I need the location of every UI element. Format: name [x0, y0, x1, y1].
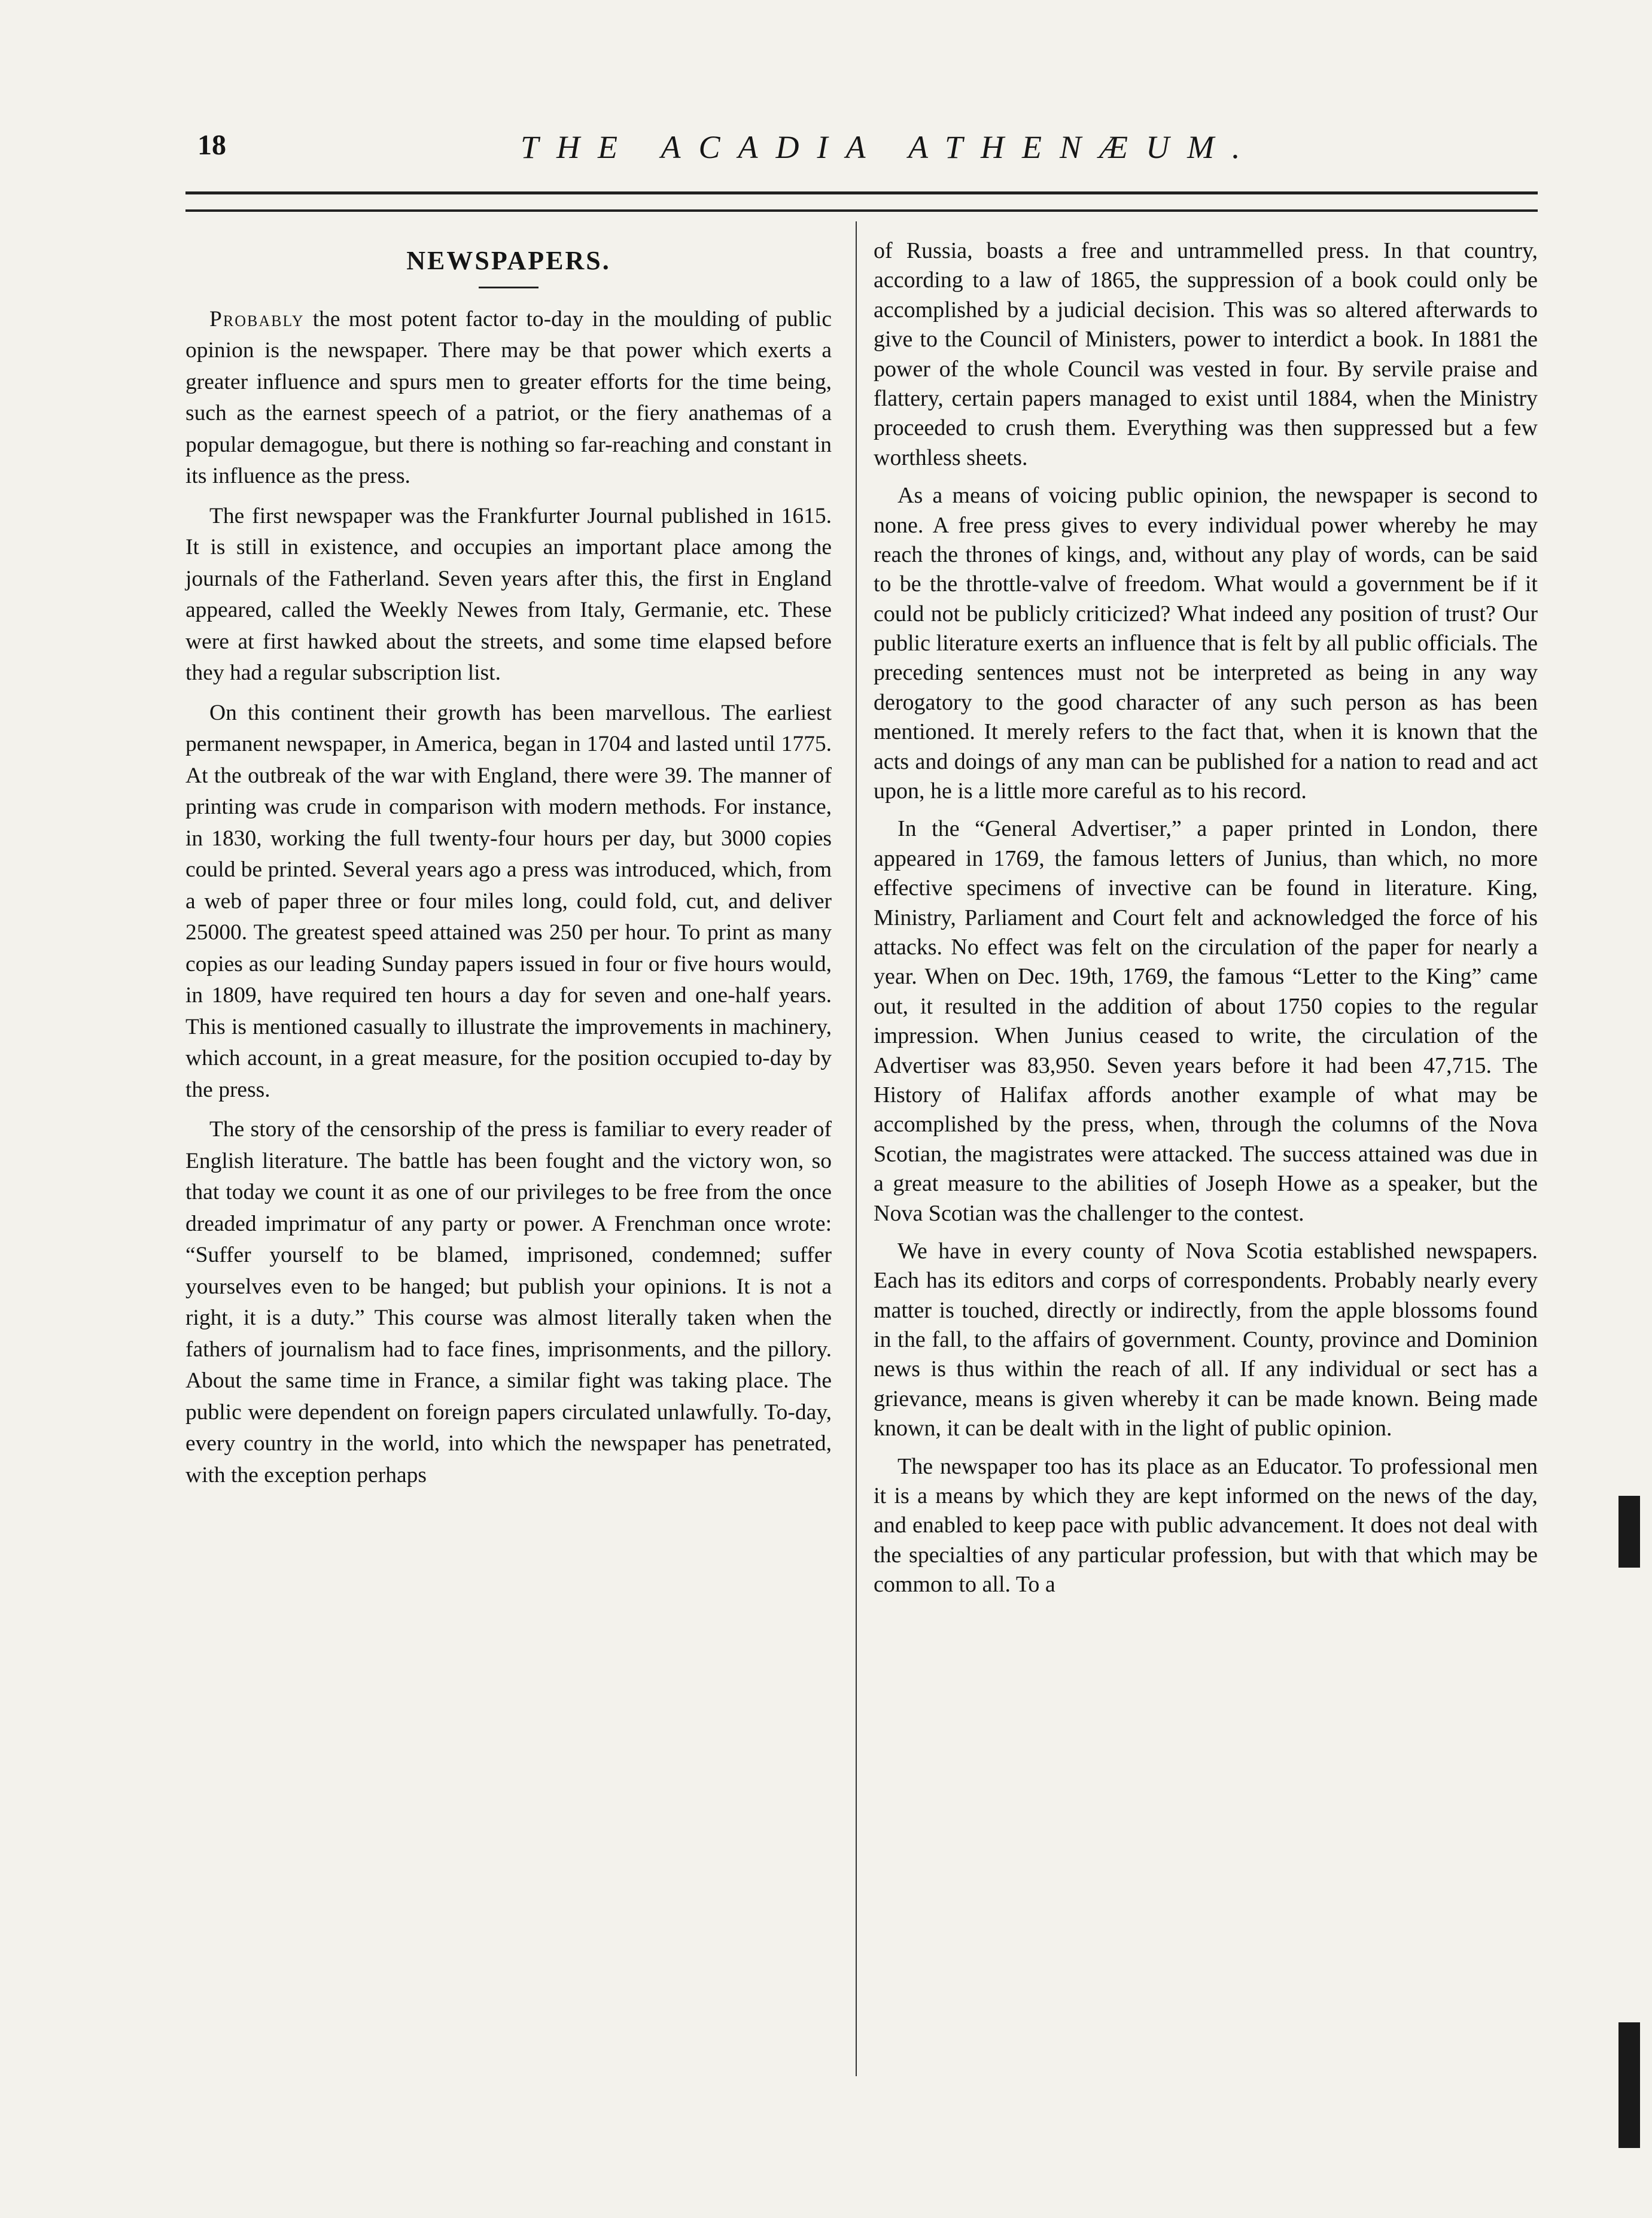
- paragraph: The first newspaper was the Frankfurter Journal published in 1615. It is still in existence, and occupies an important place among the journals of the Fatherland. Seven years after this, the first in England appeared, called the Weekly Newes from Italy, Germanie, etc. These were at first hawked about the streets, and some time elapsed before they had a regular subscription list.: [185, 503, 832, 686]
- paragraph-continued: of Russia, boasts a free and untrammelled press. In that country, according to a law of 1865, the suppression of a book could only be accomplished by a judicial decision. This was so altered afterwards to give to the Council of Ministers, power to interdict a book. In 1881 the power of the whole Council was vested in four. By servile praise and flattery, certain papers managed to exist until 1884, when the Ministry proceeded to crush them. Everything was then suppressed but a few worthless sheets.: [874, 238, 1538, 470]
- left-column: [185, 236, 832, 1499]
- right-column: [874, 236, 1538, 1608]
- paragraph: The newspaper too has its place as an Educator. To professional men it is a means by which they are kept informed on the news of the day, and enabled to keep pace with public advancement. It does not deal with the specialties of any particular profession, but with that which may be common to all. To a: [874, 1453, 1538, 1598]
- paragraph: [185, 304, 832, 492]
- title-rule: [479, 287, 539, 288]
- header-rule-top: [185, 191, 1538, 194]
- paragraph: As a means of voicing public opinion, the newspaper is second to none. A free press gives to every individual power whereby he may reach the thrones of kings, and, without any play of words, can be said to be the throttle-valve of freedom. What would a government be if it could not be publicly criticized? What indeed any position of trust? Our public literature exerts an influence that is felt by all public officials. The preceding sentences must not be interpreted as being in any way derogatory to the good character of any such person as has been mentioned. It merely refers to the fact that, when it is known that the acts and doings of any man can be published for a nation to read and act upon, he is a little more careful as to his record.: [874, 483, 1538, 804]
- paragraph: We have in every county of Nova Scotia established newspapers. Each has its editors and corps of correspondents. Probably nearly every matter is touched, directly or indirectly, from the apple blossoms found in the fall, to the affairs of government. County, province and Dominion news is thus within the reach of all. If any individual or sect has a grievance, means is given whereby it can be made known. Being made known, it can be dealt with in the light of public opinion.: [874, 1238, 1538, 1441]
- article-title: NEWSPAPERS.: [406, 246, 611, 275]
- paragraph: In the “General Advertiser,” a paper printed in London, there appeared in 1769, the famous letters of Junius, than which, no more effective specimens of invective can be found in literature. King, Ministry, Parliament and Court felt and acknowledged the force of his attacks. No effect was felt on the circulation of the paper for nearly a year. When on Dec. 19th, 1769, the famous “Letter to the King” came out, it resulted in the addition of about 1750 copies to the regular impression. When Junius ceased to write, the circulation of the Advertiser was 83,950. Seven years before it had been 47,715. The History of Halifax affords another example of what may be accomplished by the press, when, through the columns of the Nova Scotian, the magistrates were attacked. The success attained was due in a great measure to the abilities of Joseph Howe as a speaker, but the Nova Scotian was the challenger to the contest.: [874, 816, 1538, 1226]
- paragraph-text: the most potent factor to-day in the moulding of public opinion is the newspaper. There may be that power which exerts a greater influence and spurs men to greater efforts for the time being, such as the earnest speech of a patriot, or the fiery anathemas of a popular demagogue, but there is nothing so far-reaching and constant in its influence as the press.: [185, 306, 832, 489]
- column-divider: [856, 221, 857, 2076]
- paragraph: The story of the censorship of the press is familiar to every reader of English literature. The battle has been fought and the victory won, so that today we count it as one of our privileges to be free from the once dreaded imprimatur of any party or power. A Frenchman once wrote: “Suffer yourself to be blamed, imprisoned, condemned; suffer yourselves even to be hanged; but publish your opinions. It is not a right, it is a duty.” This course was almost literally taken when the fathers of journalism had to face fines, imprisonments, and the pillory. About the same time in France, a similar fight was taking place. The public were dependent on foreign papers circulated unlawfully. To-day, every country in the world, into which the newspaper has penetrated, with the exception perhaps: [185, 1117, 832, 1487]
- paragraph-lead: Probably: [209, 306, 305, 331]
- header-rule-bottom: [185, 209, 1538, 212]
- page-header: [185, 129, 1484, 177]
- scan-edge-mark: [1618, 1496, 1640, 1568]
- running-title: THE ACADIA ATHENÆUM.: [521, 129, 1258, 165]
- scan-edge-mark: [1618, 2022, 1640, 2148]
- paragraph: On this continent their growth has been marvellous. The earliest permanent newspaper, in America, began in 1704 and lasted until 1775. At the outbreak of the war with England, there were 39. The manner of printing was crude in comparison with modern methods. For instance, in 1830, working the full twenty-four hours per day, but 3000 copies could be printed. Several years ago a press was introduced, which, from a web of paper three or four miles long, could fold, cut, and deliver 25000. The greatest speed attained was 250 per hour. To print as many copies as our leading Sunday papers issued in four or five hours would, in 1809, have required ten hours a day for seven and one-half years. This is mentioned casually to illustrate the improvements in machinery, which account, in a great measure, for the position occupied to-day by the press.: [185, 700, 832, 1102]
- page-number: 18: [197, 129, 226, 161]
